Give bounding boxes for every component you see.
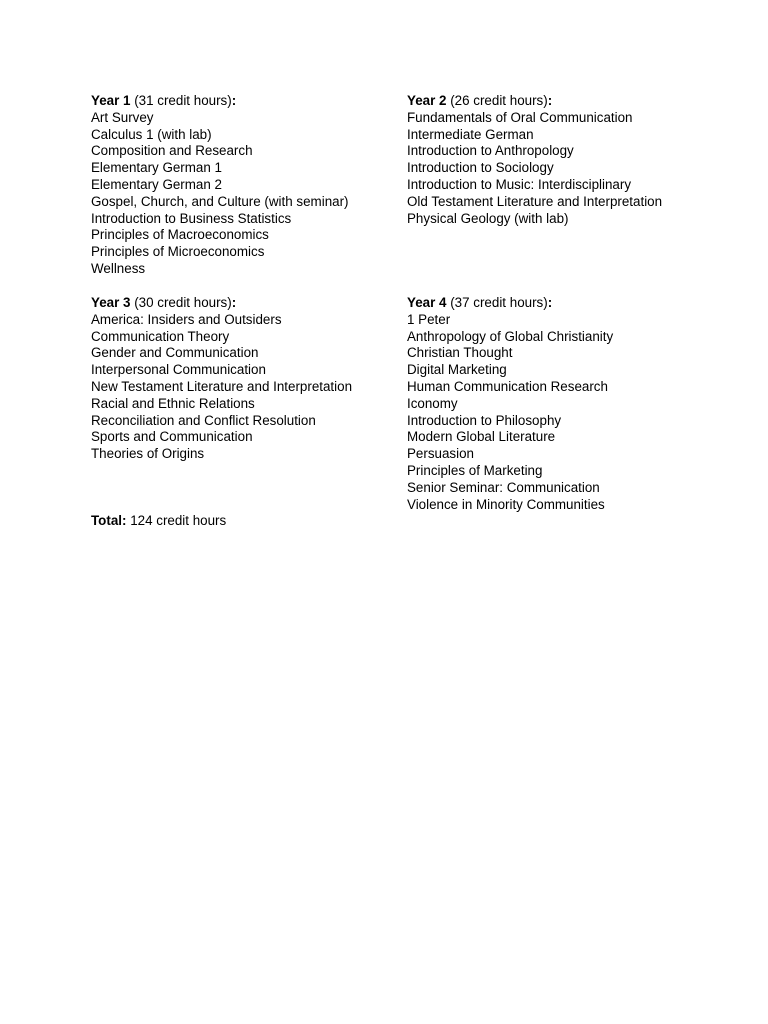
year-3-section	[91, 295, 352, 463]
total-line	[91, 513, 226, 530]
course-item: Iconomy	[407, 395, 458, 411]
year-1-section	[91, 93, 349, 278]
course-item: Senior Seminar: Communication	[407, 479, 600, 495]
course-item: Composition and Research	[91, 143, 253, 159]
course-item: Principles of Marketing	[407, 462, 543, 478]
course-item: Introduction to Anthropology	[407, 143, 574, 159]
course-item: Introduction to Music: Interdisciplinary	[407, 176, 632, 192]
course-item: Old Testament Literature and Interpretation	[407, 193, 663, 209]
course-item: Theories of Origins	[91, 446, 205, 462]
year-3-course-list	[91, 312, 352, 463]
year-1-label: Year 1	[91, 93, 131, 108]
course-item: Elementary German 2	[91, 176, 222, 192]
year-2-heading: Year 2 (26 credit hours):	[407, 93, 553, 108]
course-item: Intermediate German	[407, 126, 534, 142]
course-item: Sports and Communication	[91, 429, 253, 445]
course-item: Communication Theory	[91, 328, 230, 344]
course-item: Art Survey	[91, 109, 154, 125]
total-value: 124 credit hours	[130, 513, 227, 528]
year-4-label: Year 4	[407, 295, 447, 310]
course-item: Physical Geology (with lab)	[407, 210, 569, 226]
course-item: Modern Global Literature	[407, 429, 556, 445]
course-item: 1 Peter	[407, 311, 451, 327]
year-3-label: Year 3	[91, 295, 131, 310]
year-4-section	[407, 295, 613, 513]
course-item: Principles of Macroeconomics	[91, 227, 269, 243]
course-item: Fundamentals of Oral Communication	[407, 109, 633, 125]
course-item: Persuasion	[407, 446, 474, 462]
year-3-heading: Year 3 (30 credit hours):	[91, 295, 237, 310]
year-2-course-list	[407, 110, 662, 228]
year-4-hours: (37 credit hours)	[450, 295, 548, 310]
course-item: Gender and Communication	[91, 345, 259, 361]
course-item: New Testament Literature and Interpretation	[91, 378, 353, 394]
year-2-label: Year 2	[407, 93, 447, 108]
course-item: Gospel, Church, and Culture (with seminar)	[91, 193, 349, 209]
course-item: Introduction to Business Statistics	[91, 210, 292, 226]
course-item: Elementary German 1	[91, 160, 222, 176]
course-item: Violence in Minority Communities	[407, 496, 605, 512]
course-item: Digital Marketing	[407, 362, 507, 378]
year-3-hours: (30 credit hours)	[134, 295, 232, 310]
course-item: Anthropology of Global Christianity	[407, 328, 614, 344]
year-1-heading: Year 1 (31 credit hours):	[91, 93, 237, 108]
course-item: Christian Thought	[407, 345, 513, 361]
course-item: Introduction to Sociology	[407, 160, 554, 176]
year-1-hours: (31 credit hours)	[134, 93, 232, 108]
course-item: Racial and Ethnic Relations	[91, 395, 255, 411]
course-item: Interpersonal Communication	[91, 362, 266, 378]
course-item: Principles of Microeconomics	[91, 244, 265, 260]
course-item: Introduction to Philosophy	[407, 412, 562, 428]
course-item: Reconciliation and Conflict Resolution	[91, 412, 316, 428]
year-4-heading: Year 4 (37 credit hours):	[407, 295, 553, 310]
year-1-course-list	[91, 110, 349, 278]
course-item: Calculus 1 (with lab)	[91, 126, 212, 142]
year-2-section	[407, 93, 662, 227]
year-2-hours: (26 credit hours)	[450, 93, 548, 108]
course-item: Human Communication Research	[407, 378, 608, 394]
year-4-course-list	[407, 312, 613, 514]
course-item: Wellness	[91, 260, 146, 276]
course-item: America: Insiders and Outsiders	[91, 311, 282, 327]
total-label: Total:	[91, 513, 127, 528]
